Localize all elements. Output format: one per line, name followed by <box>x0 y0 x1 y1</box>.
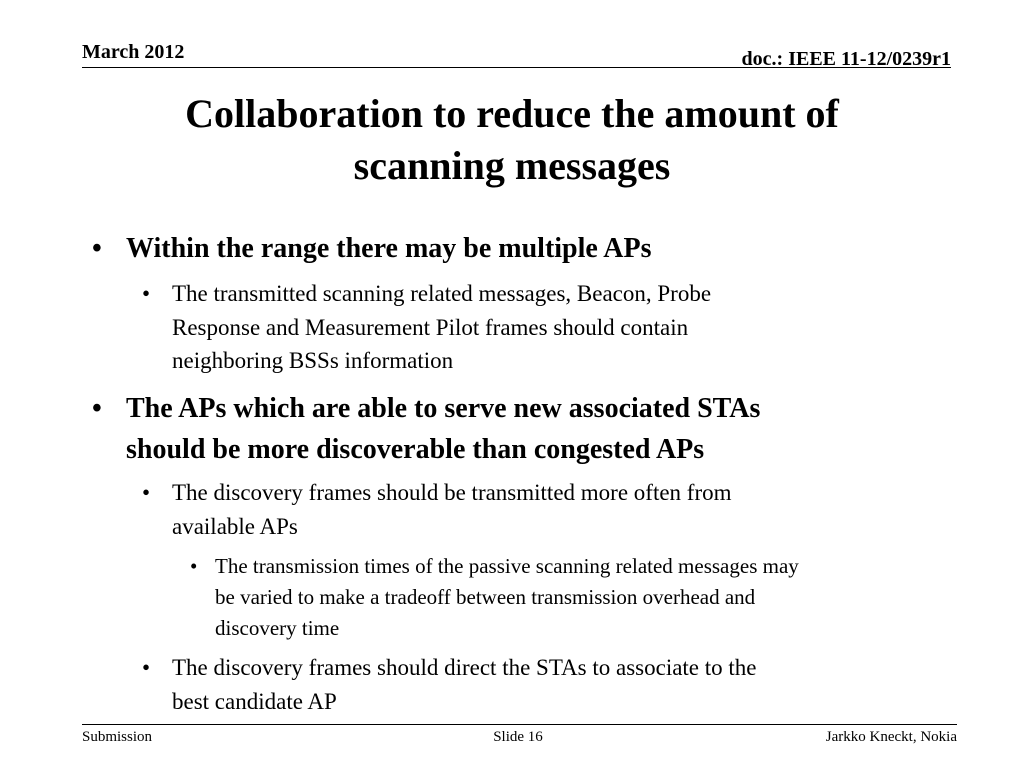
slide-title-line-1: Collaboration to reduce the amount of <box>185 91 839 136</box>
bullet-text-line: discovery time <box>215 616 340 640</box>
header-date: March 2012 <box>82 41 185 63</box>
bullet-text-line: best candidate AP <box>172 689 337 714</box>
bullet-text-line: The transmitted scanning related messages, Beacon, Probe <box>172 281 712 306</box>
bullet-text-line: The APs which are able to serve new associated STAs <box>126 393 761 424</box>
bullet-text-line: Within the range there may be multiple APs <box>126 233 652 264</box>
footer-slide-number: Slide 16 <box>493 729 543 745</box>
bullet-glyph: • <box>92 233 102 264</box>
bullet-text-line: The discovery frames should be transmitted more often from <box>172 480 732 505</box>
bullet-text-line: available APs <box>172 514 298 539</box>
bullet-text-line: be varied to make a tradeoff between transmission overhead and <box>215 585 756 609</box>
footer-submission: Submission <box>82 729 153 745</box>
bullet-text-line: should be more discoverable than congested APs <box>126 434 705 465</box>
bullet-text-line: The discovery frames should direct the STAs to associate to the <box>172 655 757 680</box>
bullet-text-line: Response and Measurement Pilot frames should contain <box>172 315 689 340</box>
footer-author: Jarkko Kneckt, Nokia <box>825 729 957 745</box>
bullet-text-line: neighboring BSSs information <box>172 348 454 373</box>
slide-title-line-2: scanning messages <box>353 143 671 188</box>
bullet-text-line: The transmission times of the passive scanning related messages may <box>215 554 799 578</box>
bullet-glyph: • <box>142 281 151 306</box>
bullet-glyph: • <box>190 554 198 578</box>
bullet-glyph: • <box>142 655 151 680</box>
bullet-glyph: • <box>142 480 151 505</box>
bullet-glyph: • <box>92 393 102 424</box>
footer-divider <box>82 724 957 725</box>
header-doc-id: doc.: IEEE 11-12/0239r1 <box>741 48 951 70</box>
